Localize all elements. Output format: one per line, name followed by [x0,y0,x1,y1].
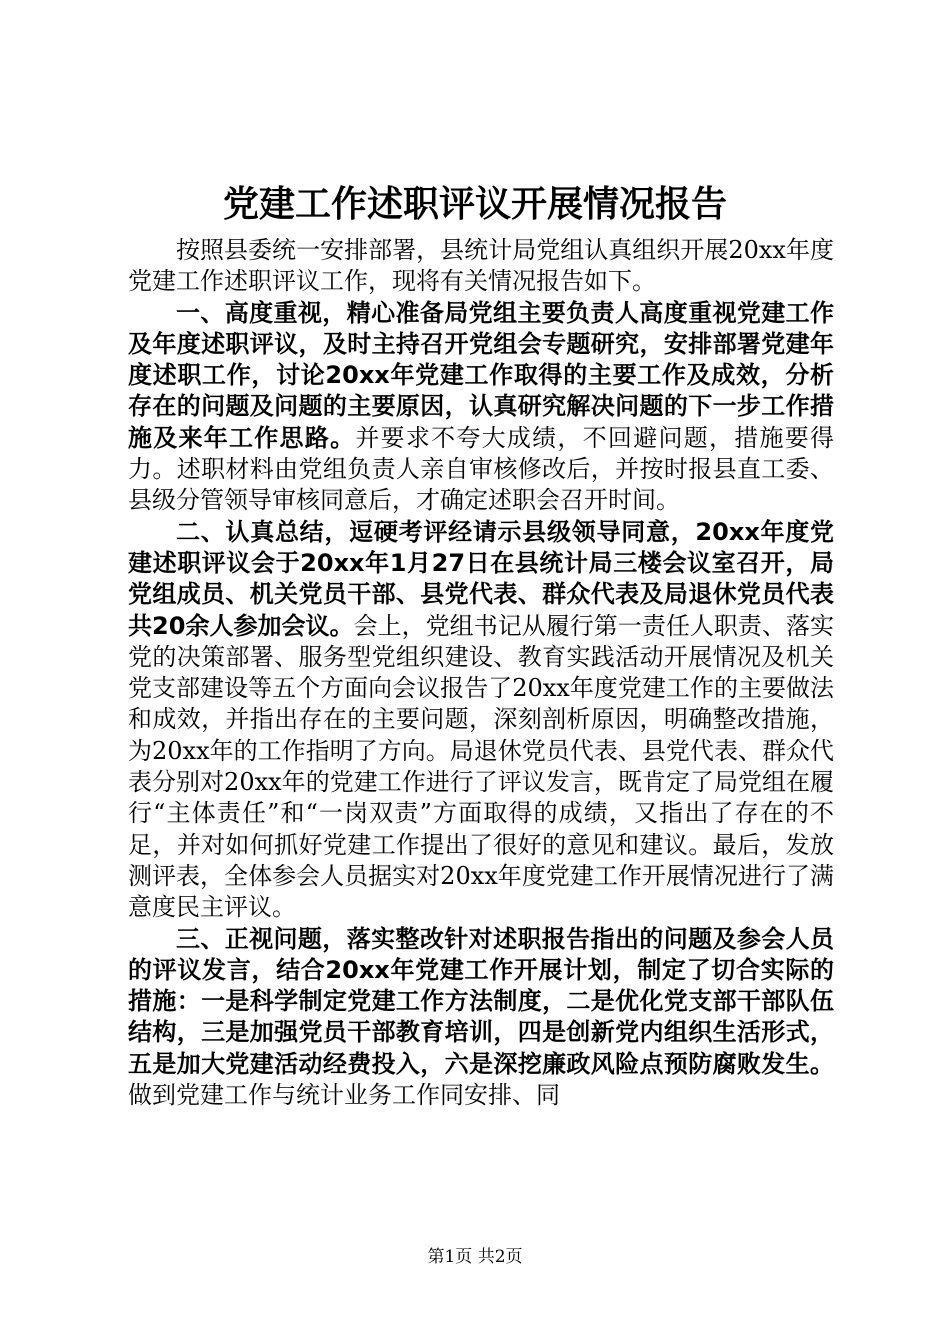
paragraph-lead: 一、高度重视，精心准备局党组主要负责人高度重视党建工作及年度述职评议，及时主持召开党组会专题研究，安排部署党建年度述职工作，讨论20xx年党建工作取得的主要工作及成效，分析存在的问题及问题的主要原因，认真研究解决问题的下一步工作措施及来年工作思路。 [128,298,834,452]
page-number-footer: 第1页 共2页 [427,1247,523,1267]
document-body [128,235,834,1111]
paragraph-section-1 [128,298,834,517]
paragraph-text: 会上，党组书记从履行第一责任人职责、落实党的决策部署、服务型党组织建设、教育实践活动开展情况及机关党支部建设等五个方面向会议报告了20xx年度党建工作的主要做法和成效，并指出存在的主要问题，深刻剖析原因，明确整改措施，为20xx年的工作指明了方向。局退休党员代表、县党代表、群众代表分别对20xx年的党建工作进行了评议发言，既肯定了局党组在履行“主体责任”和“一岗双责”方面取得的成绩，又指出了存在的不足，并对如何抓好党建工作提出了很好的意见和建议。最后，发放测评表，全体参会人员据实对20xx年度党建工作开展情况进行了满意度民主评议。 [128,611,834,922]
paragraph-lead: 三、正视问题，落实整改针对述职报告指出的问题及参会人员的评议发言，结合20xx年党建工作开展计划，制定了切合实际的措施：一是科学制定党建工作方法制度，二是优化党支部干部队伍结构，三是加强党员干部教育培训，四是创新党内组织生活形式，五是加大党建活动经费投入，六是深挖廉政风险点预防腐败发生。 [128,924,834,1078]
paragraph-lead: 二、认真总结，逗硬考评经请示县级领导同意，20xx年度党建述职评议会于20xx年1月27日在县统计局三楼会议室召开，局党组成员、机关党员干部、县党代表、群众代表及局退休党员代表共20余人参加会议。 [128,517,834,640]
paragraph-section-3 [128,924,834,1112]
paragraph-text: 做到党建工作与统计业务工作同安排、同 [128,1081,560,1110]
document-title: 党建工作述职评议开展情况报告 [222,183,727,225]
paragraph-intro [128,235,834,298]
paragraph-section-2 [128,517,834,924]
paragraph-text: 按照县委统一安排部署，县统计局党组认真组织开展20xx年度党建工作述职评议工作，现将有关情况报告如下。 [128,236,834,296]
paragraph-text: 并要求不夸大成绩，不回避问题，措施要得力。述职材料由党组负责人亲自审核修改后，并按时报县直工委、县级分管领导审核同意后，才确定述职会召开时间。 [128,423,835,515]
